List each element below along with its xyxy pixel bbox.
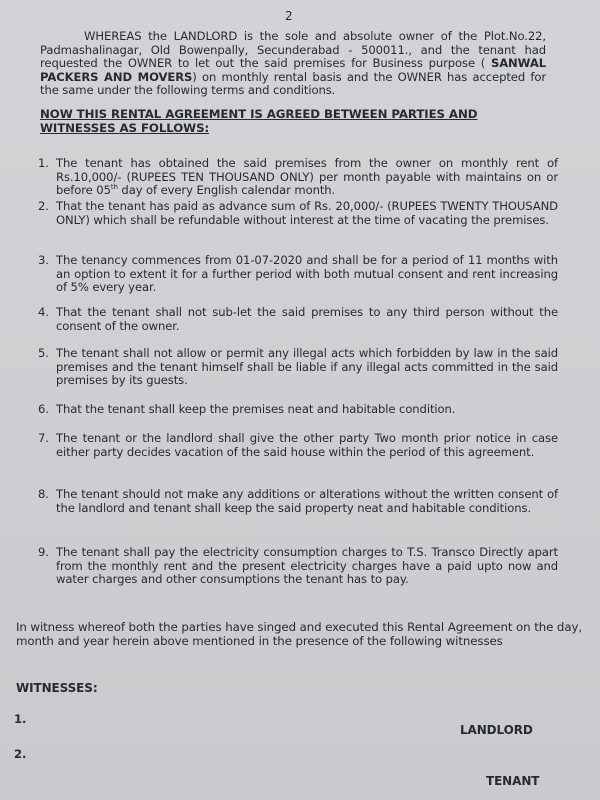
ordinal-suffix: th <box>110 183 118 192</box>
clause-number: 2. <box>38 199 49 213</box>
clause-9 <box>38 546 558 587</box>
witness-1-number: 1. <box>14 712 27 726</box>
clause-number: 1. <box>38 156 49 170</box>
clause-text: The tenant shall not allow or permit any illegal acts which forbidden by law in the said premises and the tenant himself shall be liable if any illegal acts committed in the said premises by its guests. <box>56 346 558 388</box>
clause-text-part: The tenant has obtained the said premises from the owner on monthly rent of Rs.10,000/- (RUPEES TEN THOUSAND ONLY) per month payable with maintains on or before 05 <box>56 156 558 198</box>
clause-text: The tenancy commences from 01-07-2020 and shall be for a period of 11 months with an option to extent it for a further period with both mutual consent and rent increasing of 5% every year. <box>56 253 558 295</box>
witnesses-title: WITNESSES: <box>16 681 98 695</box>
clause-text: That the tenant shall keep the premises neat and habitable condition. <box>56 402 456 416</box>
clause-5 <box>38 347 558 388</box>
intro-text-part1: WHEREAS the LANDLORD is the sole and absolute owner of the Plot.No.22, Padmashalinagar, Old Bowenpally, Secunderabad - 500011., and the tenant had requested the OWNER to let out the said premises for Business purpose ( <box>40 29 546 71</box>
clause-number: 8. <box>38 487 49 501</box>
intro-text-part2: ) on monthly rental basis and the OWNER has accepted for the same under the following terms and conditions. <box>40 69 547 98</box>
clause-text: The tenant shall pay the electricity consumption charges to T.S. Transco Directly apart from the monthly rent and the present electricity charges have a paid upto now and water charges and other consumptions the tenant has to pay. <box>56 545 558 587</box>
clause-1 <box>38 157 558 198</box>
clause-number: 9. <box>38 545 49 559</box>
clause-number: 6. <box>38 402 49 416</box>
clause-text-part: day of every English calendar month. <box>117 183 336 198</box>
clause-text: The tenant should not make any additions or alterations without the written consent of the landlord and tenant shall keep the said property neat and habitable conditions. <box>56 487 558 515</box>
closing-paragraph: In witness whereof both the parties have singed and executed this Rental Agreement on the day, month and year herein above mentioned in the presence of the following witnesses <box>16 620 582 648</box>
clause-number: 7. <box>38 431 49 445</box>
clause-number: 3. <box>38 253 49 267</box>
clause-number: 5. <box>38 346 49 360</box>
clause-text <box>56 157 558 198</box>
clause-4 <box>38 306 558 333</box>
business-name: SANWAL PACKERS AND MOVERS <box>40 56 546 84</box>
clause-2 <box>38 200 558 227</box>
tenant-signature-label: TENANT <box>486 774 540 788</box>
clause-8 <box>38 488 558 515</box>
clause-3 <box>38 254 558 295</box>
clause-number: 4. <box>38 305 49 319</box>
clause-text: That the tenant has paid as advance sum of Rs. 20,000/- (RUPEES TWENTY THOUSAND ONLY) which shall be refundable without interest at the time of vacating the premises. <box>56 199 558 227</box>
page-number: 2 <box>285 9 293 23</box>
clause-7 <box>38 432 558 459</box>
clause-text: That the tenant shall not sub-let the said premises to any third person without the consent of the owner. <box>56 305 558 333</box>
witness-2-number: 2. <box>14 747 27 761</box>
clause-6 <box>38 403 558 417</box>
agreement-heading: NOW THIS RENTAL AGREEMENT IS AGREED BETWEEN PARTIES AND WITNESSES AS FOLLOWS: <box>40 107 478 135</box>
intro-paragraph <box>40 30 546 98</box>
clause-text: The tenant or the landlord shall give the other party Two month prior notice in case either party decides vacation of the said house within the period of this agreement. <box>56 431 558 459</box>
landlord-signature-label: LANDLORD <box>460 723 533 737</box>
